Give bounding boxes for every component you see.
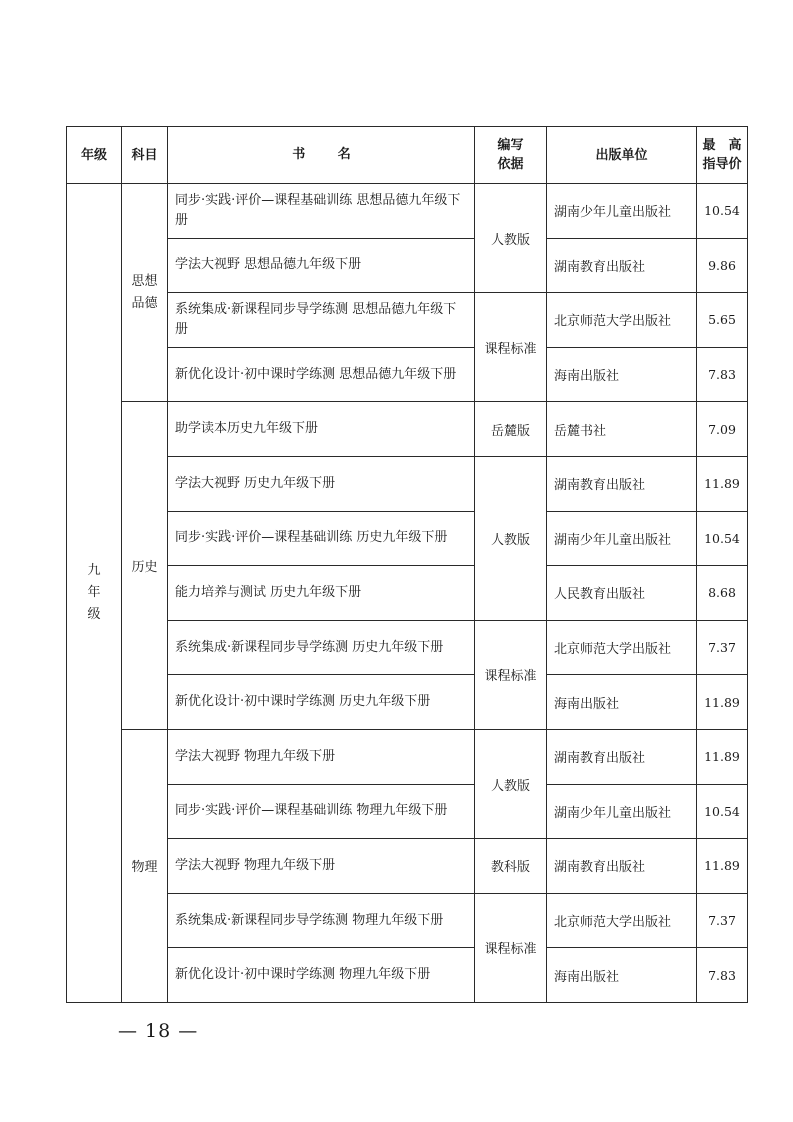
subject-label: 思想品德 bbox=[131, 273, 158, 311]
grade-label: 九年级 bbox=[87, 562, 101, 622]
header-grade: 年级 bbox=[67, 127, 122, 184]
book-title: 学法大视野 物理九年级下册 bbox=[168, 729, 475, 784]
basis-cell: 人教版 bbox=[475, 729, 547, 838]
book-title: 助学读本历史九年级下册 bbox=[168, 402, 475, 457]
table-header-row bbox=[67, 127, 748, 184]
subject-cell: 物理 bbox=[122, 729, 168, 1002]
book-title: 新优化设计·初中课时学练测 历史九年级下册 bbox=[168, 675, 475, 730]
book-title: 系统集成·新课程同步导学练测 物理九年级下册 bbox=[168, 893, 475, 948]
price: 7.83 bbox=[697, 347, 748, 402]
table-row bbox=[67, 675, 748, 730]
price: 10.54 bbox=[697, 184, 748, 239]
basis-cell: 课程标准 bbox=[475, 620, 547, 729]
header-title bbox=[168, 127, 475, 184]
publisher: 湖南少年儿童出版社 bbox=[547, 184, 697, 239]
table-row bbox=[67, 839, 748, 894]
table-row bbox=[67, 784, 748, 839]
publisher: 湖南少年儿童出版社 bbox=[547, 784, 697, 839]
table-row bbox=[67, 620, 748, 675]
header-basis bbox=[475, 127, 547, 184]
table-row bbox=[67, 893, 748, 948]
publisher: 湖南教育出版社 bbox=[547, 456, 697, 511]
price: 7.09 bbox=[697, 402, 748, 457]
book-title: 同步·实践·评价—课程基础训练 思想品德九年级下册 bbox=[168, 184, 475, 239]
publisher: 湖南少年儿童出版社 bbox=[547, 511, 697, 566]
book-title: 学法大视野 思想品德九年级下册 bbox=[168, 238, 475, 293]
price: 10.54 bbox=[697, 784, 748, 839]
book-title: 系统集成·新课程同步导学练测 思想品德九年级下册 bbox=[168, 293, 475, 348]
price: 7.83 bbox=[697, 948, 748, 1003]
book-price-table bbox=[66, 126, 748, 1003]
basis-cell: 岳麓版 bbox=[475, 402, 547, 457]
price: 9.86 bbox=[697, 238, 748, 293]
price: 11.89 bbox=[697, 675, 748, 730]
price: 8.68 bbox=[697, 566, 748, 621]
book-title: 系统集成·新课程同步导学练测 历史九年级下册 bbox=[168, 620, 475, 675]
book-title: 同步·实践·评价—课程基础训练 历史九年级下册 bbox=[168, 511, 475, 566]
publisher: 湖南教育出版社 bbox=[547, 839, 697, 894]
price: 5.65 bbox=[697, 293, 748, 348]
table-row bbox=[67, 238, 748, 293]
publisher: 海南出版社 bbox=[547, 948, 697, 1003]
publisher: 岳麓书社 bbox=[547, 402, 697, 457]
header-subject: 科目 bbox=[122, 127, 168, 184]
grade-cell bbox=[67, 184, 122, 1003]
price: 7.37 bbox=[697, 893, 748, 948]
basis-cell: 人教版 bbox=[475, 456, 547, 620]
price: 11.89 bbox=[697, 729, 748, 784]
table-row bbox=[67, 566, 748, 621]
table-row bbox=[67, 729, 748, 784]
subject-cell: 历史 bbox=[122, 402, 168, 730]
basis-cell: 教科版 bbox=[475, 839, 547, 894]
book-title: 能力培养与测试 历史九年级下册 bbox=[168, 566, 475, 621]
table-row bbox=[67, 293, 748, 348]
table-row bbox=[67, 347, 748, 402]
table-row bbox=[67, 402, 748, 457]
publisher: 海南出版社 bbox=[547, 347, 697, 402]
price: 11.89 bbox=[697, 839, 748, 894]
publisher: 北京师范大学出版社 bbox=[547, 893, 697, 948]
book-title: 学法大视野 历史九年级下册 bbox=[168, 456, 475, 511]
book-title: 新优化设计·初中课时学练测 思想品德九年级下册 bbox=[168, 347, 475, 402]
book-title: 同步·实践·评价—课程基础训练 物理九年级下册 bbox=[168, 784, 475, 839]
publisher: 北京师范大学出版社 bbox=[547, 293, 697, 348]
price: 11.89 bbox=[697, 456, 748, 511]
table-row bbox=[67, 456, 748, 511]
publisher: 海南出版社 bbox=[547, 675, 697, 730]
header-price bbox=[697, 127, 748, 184]
price: 10.54 bbox=[697, 511, 748, 566]
publisher: 湖南教育出版社 bbox=[547, 729, 697, 784]
basis-cell: 课程标准 bbox=[475, 893, 547, 1002]
header-title-text: 书名 bbox=[292, 147, 384, 162]
table-row bbox=[67, 511, 748, 566]
publisher: 湖南教育出版社 bbox=[547, 238, 697, 293]
publisher: 人民教育出版社 bbox=[547, 566, 697, 621]
header-basis-line2: 依据 bbox=[497, 157, 524, 172]
header-publisher: 出版单位 bbox=[547, 127, 697, 184]
header-price-line2: 指导价 bbox=[702, 157, 742, 172]
book-title: 学法大视野 物理九年级下册 bbox=[168, 839, 475, 894]
page-number: — 18 — bbox=[118, 1020, 199, 1042]
basis-cell: 人教版 bbox=[475, 184, 547, 293]
table-row bbox=[67, 948, 748, 1003]
subject-cell bbox=[122, 184, 168, 402]
header-basis-line1: 编写 bbox=[497, 138, 524, 153]
header-price-line1: 最 高 bbox=[702, 138, 742, 153]
book-title: 新优化设计·初中课时学练测 物理九年级下册 bbox=[168, 948, 475, 1003]
price: 7.37 bbox=[697, 620, 748, 675]
table-row bbox=[67, 184, 748, 239]
publisher: 北京师范大学出版社 bbox=[547, 620, 697, 675]
basis-cell: 课程标准 bbox=[475, 293, 547, 402]
